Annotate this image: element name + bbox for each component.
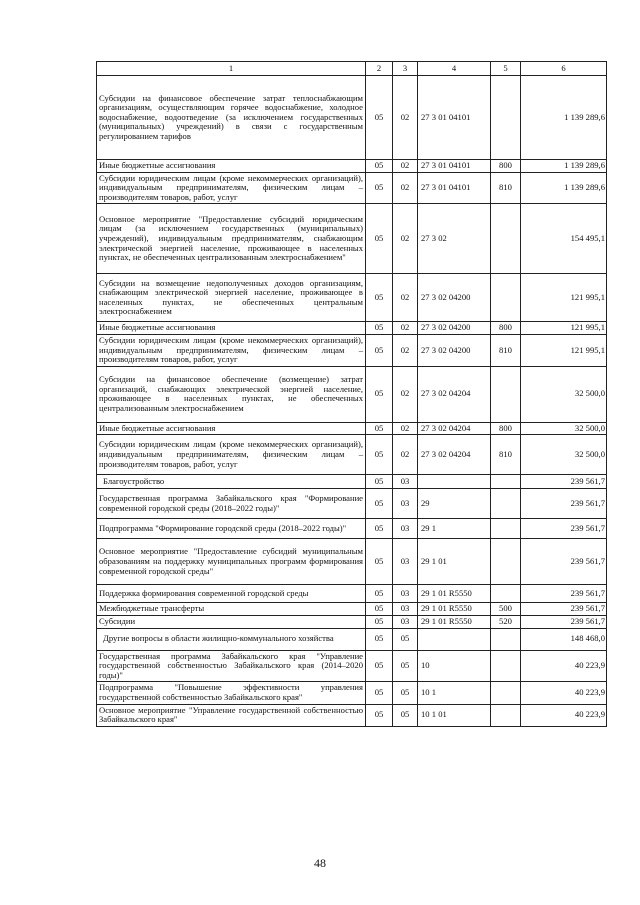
amount-cell: 40 223,9 [521, 682, 607, 704]
subsection-code-cell: 02 [393, 204, 418, 274]
amount-cell: 1 139 289,6 [521, 76, 607, 160]
expense-type-cell: 800 [491, 160, 521, 173]
section-code-cell: 05 [366, 322, 393, 335]
section-code-cell: 05 [366, 585, 393, 603]
subsection-code-cell: 03 [393, 615, 418, 628]
table-row [97, 475, 607, 489]
amount-cell: 1 139 289,6 [521, 160, 607, 173]
table-row [97, 435, 607, 475]
amount-cell: 239 561,7 [521, 615, 607, 628]
target-article-cell: 29 1 01 R5550 [418, 615, 491, 628]
subsection-code-cell: 03 [393, 489, 418, 519]
row-name-cell: Субсидии на возмещение недополученных доходов организациям, снабжающим электрической энергией население, проживающее в населенных пунктах, не обеспеченных центральным электроснабжением [97, 274, 366, 322]
expense-type-cell [491, 682, 521, 704]
section-code-cell: 05 [366, 422, 393, 435]
section-code-cell: 05 [366, 334, 393, 366]
table-row [97, 519, 607, 539]
table-row [97, 628, 607, 650]
page-number: 48 [314, 856, 326, 870]
row-name-cell: Другие вопросы в области жилищно-коммунального хозяйства [97, 628, 366, 650]
amount-cell: 239 561,7 [521, 539, 607, 585]
row-name-cell: Благоустройство [97, 475, 366, 489]
expense-type-cell [491, 204, 521, 274]
target-article-cell: 29 [418, 489, 491, 519]
amount-cell: 154 495,1 [521, 204, 607, 274]
expense-type-cell [491, 650, 521, 682]
target-article-cell: 29 1 01 R5550 [418, 585, 491, 603]
target-article-cell: 27 3 01 04101 [418, 160, 491, 173]
target-article-cell: 27 3 02 [418, 204, 491, 274]
document-page [96, 61, 606, 727]
section-code-cell: 05 [366, 519, 393, 539]
header-cell: 3 [393, 62, 418, 76]
target-article-cell: 10 1 01 [418, 704, 491, 726]
subsection-code-cell: 05 [393, 650, 418, 682]
target-article-cell: 27 3 02 04204 [418, 435, 491, 475]
expense-type-cell: 810 [491, 435, 521, 475]
amount-cell: 1 139 289,6 [521, 172, 607, 204]
amount-cell: 121 995,1 [521, 322, 607, 335]
row-name-cell: Государственная программа Забайкальского края "Управление государственной собственностью Забайкальского края (2014–2020 годы)" [97, 650, 366, 682]
row-name-cell: Подпрограмма "Повышение эффективности управления государственной собственностью Забайкальского края" [97, 682, 366, 704]
expense-type-cell [491, 628, 521, 650]
table-row [97, 334, 607, 366]
row-name-cell: Субсидии юридическим лицам (кроме некоммерческих организаций), индивидуальным предпринимателям, физическим лицам – производителям товаров, работ, услуг [97, 334, 366, 366]
section-code-cell: 05 [366, 172, 393, 204]
section-code-cell: 05 [366, 704, 393, 726]
section-code-cell: 05 [366, 475, 393, 489]
section-code-cell: 05 [366, 650, 393, 682]
amount-cell: 239 561,7 [521, 475, 607, 489]
target-article-cell: 29 1 01 [418, 539, 491, 585]
amount-cell: 239 561,7 [521, 585, 607, 603]
target-article-cell [418, 628, 491, 650]
header-cell: 4 [418, 62, 491, 76]
table-row [97, 422, 607, 435]
target-article-cell: 27 3 01 04101 [418, 172, 491, 204]
subsection-code-cell: 03 [393, 539, 418, 585]
row-name-cell: Иные бюджетные ассигнования [97, 322, 366, 335]
amount-cell: 239 561,7 [521, 489, 607, 519]
amount-cell: 148 468,0 [521, 628, 607, 650]
target-article-cell: 29 1 [418, 519, 491, 539]
table-row [97, 603, 607, 616]
expense-type-cell [491, 585, 521, 603]
row-name-cell: Основное мероприятие "Предоставление субсидий муниципальным образованиям на поддержку муниципальных программ формирования современной городской среды" [97, 539, 366, 585]
section-code-cell: 05 [366, 204, 393, 274]
section-code-cell: 05 [366, 682, 393, 704]
expense-type-cell [491, 76, 521, 160]
row-name-cell: Иные бюджетные ассигнования [97, 422, 366, 435]
header-cell: 2 [366, 62, 393, 76]
row-name-cell: Субсидии на финансовое обеспечение (возмещение) затрат организаций, снабжающих электрической энергией население, проживающее в населенных пунктах, не обеспеченных централизованным электроснабжением [97, 366, 366, 422]
expense-type-cell: 800 [491, 322, 521, 335]
section-code-cell: 05 [366, 615, 393, 628]
table-row [97, 650, 607, 682]
target-article-cell: 10 1 [418, 682, 491, 704]
table-row [97, 704, 607, 726]
target-article-cell: 27 3 02 04204 [418, 366, 491, 422]
amount-cell: 32 500,0 [521, 366, 607, 422]
row-name-cell: Субсидии юридическим лицам (кроме некоммерческих организаций), индивидуальным предпринимателям, физическим лицам – производителям товаров, работ, услуг [97, 435, 366, 475]
row-name-cell: Иные бюджетные ассигнования [97, 160, 366, 173]
table-row [97, 76, 607, 160]
row-name-cell: Субсидии на финансовое обеспечение затрат теплоснабжающим организациям, осуществляющим горячее водоснабжение, холодное водоснабжение, водоотведение (за исключением государственных (муниципальных) учреждений) в связи с государственным регулированием тарифов [97, 76, 366, 160]
section-code-cell: 05 [366, 366, 393, 422]
row-name-cell: Поддержка формирования современной городской среды [97, 585, 366, 603]
amount-cell: 121 995,1 [521, 334, 607, 366]
target-article-cell: 10 [418, 650, 491, 682]
budget-table [96, 61, 607, 727]
subsection-code-cell: 05 [393, 682, 418, 704]
target-article-cell: 27 3 02 04200 [418, 274, 491, 322]
section-code-cell: 05 [366, 603, 393, 616]
expense-type-cell [491, 539, 521, 585]
table-row [97, 160, 607, 173]
expense-type-cell [491, 519, 521, 539]
expense-type-cell [491, 489, 521, 519]
subsection-code-cell: 02 [393, 160, 418, 173]
expense-type-cell: 810 [491, 334, 521, 366]
table-row [97, 172, 607, 204]
subsection-code-cell: 03 [393, 585, 418, 603]
expense-type-cell: 800 [491, 422, 521, 435]
row-name-cell: Основное мероприятие "Управление государственной собственностью Забайкальского края" [97, 704, 366, 726]
subsection-code-cell: 02 [393, 322, 418, 335]
amount-cell: 40 223,9 [521, 650, 607, 682]
row-name-cell: Субсидии юридическим лицам (кроме некоммерческих организаций), индивидуальным предпринимателям, физическим лицам – производителям товаров, работ, услуг [97, 172, 366, 204]
header-cell: 1 [97, 62, 366, 76]
target-article-cell: 27 3 01 04101 [418, 76, 491, 160]
subsection-code-cell: 03 [393, 475, 418, 489]
table-row [97, 489, 607, 519]
amount-cell: 32 500,0 [521, 422, 607, 435]
section-code-cell: 05 [366, 160, 393, 173]
amount-cell: 239 561,7 [521, 603, 607, 616]
table-row [97, 204, 607, 274]
section-code-cell: 05 [366, 274, 393, 322]
amount-cell: 121 995,1 [521, 274, 607, 322]
expense-type-cell: 810 [491, 172, 521, 204]
subsection-code-cell: 02 [393, 435, 418, 475]
header-cell: 5 [491, 62, 521, 76]
expense-type-cell: 500 [491, 603, 521, 616]
subsection-code-cell: 02 [393, 422, 418, 435]
subsection-code-cell: 02 [393, 366, 418, 422]
target-article-cell: 27 3 02 04200 [418, 334, 491, 366]
header-row [97, 62, 607, 76]
table-row [97, 539, 607, 585]
row-name-cell: Подпрограмма "Формирование городской среды (2018–2022 годы)" [97, 519, 366, 539]
row-name-cell: Основное мероприятие "Предоставление субсидий юридическим лицам (за исключением государственных (муниципальных) учреждений), индивидуальным предпринимателям, снабжающим электрической энергией население, проживающее в населенных пунктах, не обеспеченных централизованным электроснабжением" [97, 204, 366, 274]
section-code-cell: 05 [366, 435, 393, 475]
row-name-cell: Государственная программа Забайкальского края "Формирование современной городской среды (2018–2022 годы)" [97, 489, 366, 519]
target-article-cell: 29 1 01 R5550 [418, 603, 491, 616]
subsection-code-cell: 02 [393, 274, 418, 322]
subsection-code-cell: 05 [393, 628, 418, 650]
section-code-cell: 05 [366, 628, 393, 650]
subsection-code-cell: 02 [393, 172, 418, 204]
table-row [97, 274, 607, 322]
section-code-cell: 05 [366, 539, 393, 585]
amount-cell: 40 223,9 [521, 704, 607, 726]
subsection-code-cell: 05 [393, 704, 418, 726]
section-code-cell: 05 [366, 489, 393, 519]
row-name-cell: Субсидии [97, 615, 366, 628]
table-row [97, 615, 607, 628]
subsection-code-cell: 03 [393, 603, 418, 616]
subsection-code-cell: 02 [393, 334, 418, 366]
target-article-cell: 27 3 02 04200 [418, 322, 491, 335]
table-row [97, 322, 607, 335]
amount-cell: 32 500,0 [521, 435, 607, 475]
target-article-cell [418, 475, 491, 489]
expense-type-cell [491, 274, 521, 322]
expense-type-cell [491, 704, 521, 726]
target-article-cell: 27 3 02 04204 [418, 422, 491, 435]
section-code-cell: 05 [366, 76, 393, 160]
expense-type-cell [491, 475, 521, 489]
expense-type-cell [491, 366, 521, 422]
amount-cell: 239 561,7 [521, 519, 607, 539]
table-row [97, 366, 607, 422]
expense-type-cell: 520 [491, 615, 521, 628]
table-row [97, 585, 607, 603]
subsection-code-cell: 03 [393, 519, 418, 539]
table-row [97, 682, 607, 704]
header-cell: 6 [521, 62, 607, 76]
subsection-code-cell: 02 [393, 76, 418, 160]
row-name-cell: Межбюджетные трансферты [97, 603, 366, 616]
